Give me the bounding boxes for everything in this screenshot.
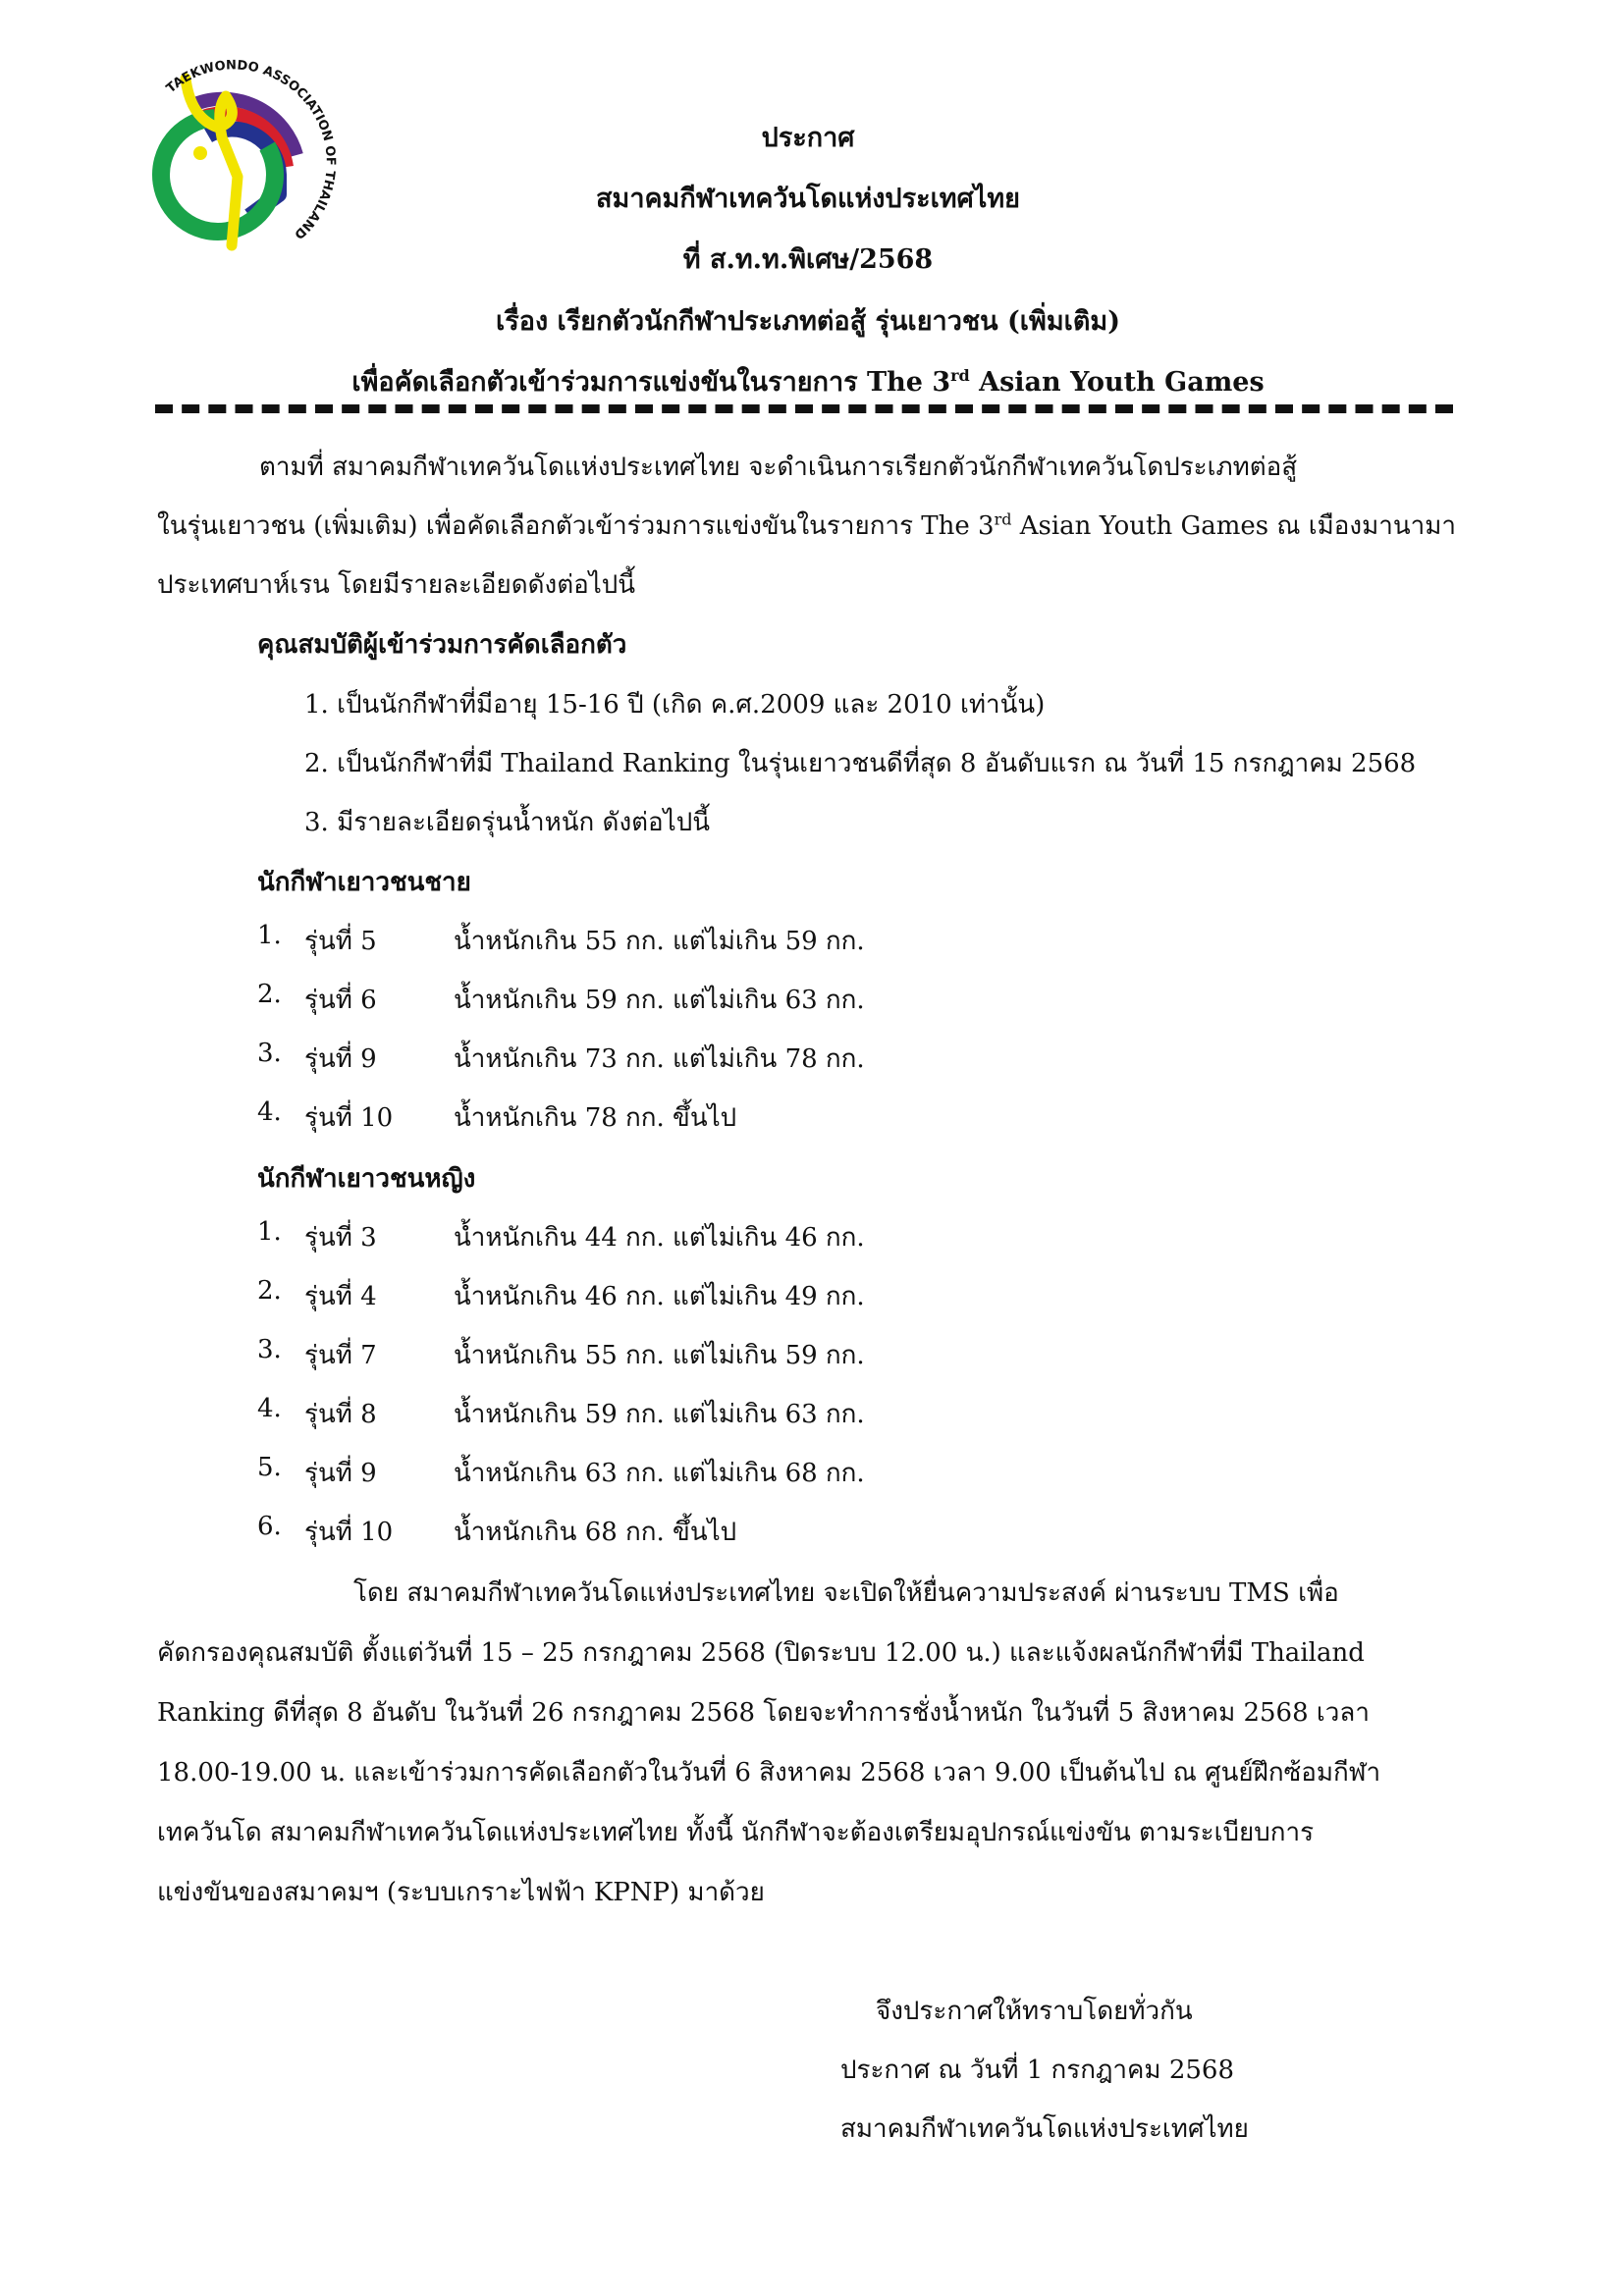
row-weight: น้ำหนักเกิน 73 กก. แต่ไม่เกิน 78 กก. [454,1044,865,1074]
intro-line-2 [157,506,1456,546]
signature-association: สมาคมกีฬาเทควันโดแห่งประเทศไทย [840,2114,1249,2144]
closing-line-6: แข่งขันของสมาคมฯ (ระบบเกราะไฟฟ้า KPNP) มาด้วย [157,1878,765,1907]
qualification-item-1: 1. เป็นนักกีฬาที่มีอายุ 15-16 ปี (เกิด ค.ศ.2009 และ 2010 เท่านั้น) [304,690,1046,720]
row-number: 4. [257,1394,282,1423]
row-number: 4. [257,1097,282,1127]
row-class: รุ่นที่ 3 [304,1223,377,1253]
row-weight: น้ำหนักเกิน 78 กก. ขึ้นไป [454,1103,737,1133]
reference-number: ที่ ส.ท.ท.พิเศษ/2568 [682,244,934,275]
closing-line-5: เทควันโด สมาคมกีฬาเทควันโดแห่งประเทศไทย ทั้งนี้ นักกีฬาจะต้องเตรียมอุปกรณ์แข่งขัน ตามระเบียบการ [157,1818,1315,1847]
row-weight: น้ำหนักเกิน 55 กก. แต่ไม่เกิน 59 กก. [454,1341,865,1370]
purpose-sup: rd [950,366,970,385]
female-heading: นักกีฬาเยาวชนหญิง [257,1164,476,1194]
row-weight: น้ำหนักเกิน 59 กก. แต่ไม่เกิน 63 กก. [454,1400,865,1429]
row-weight: น้ำหนักเกิน 59 กก. แต่ไม่เกิน 63 กก. [454,986,865,1015]
subject-text: เรื่อง เรียกตัวนักกีฬาประเภทต่อสู้ รุ่นเยาวชน (เพิ่มเติม) [496,306,1120,337]
row-class: รุ่นที่ 9 [304,1044,377,1074]
subject-line [0,299,1616,342]
intro-line-2-pre: ในรุ่นเยาวชน (เพิ่มเติม) เพื่อคัดเลือกตัวเข้าร่วมการแข่งขันในรายการ The 3 [157,511,995,541]
closing-line-1: โดย สมาคมกีฬาเทควันโดแห่งประเทศไทย จะเปิดให้ยื่นความประสงค์ ผ่านระบบ TMS เพื่อ [353,1578,1339,1608]
logo-ring-text: TAEKWONDO ASSOCIATION OF THAILAND [163,59,338,242]
row-weight: น้ำหนักเกิน 46 กก. แต่ไม่เกิน 49 กก. [454,1282,865,1311]
row-class: รุ่นที่ 9 [304,1459,377,1488]
row-class: รุ่นที่ 5 [304,927,377,956]
closing-line-4: 18.00-19.00 น. และเข้าร่วมการคัดเลือกตัวในวันที่ 6 สิงหาคม 2568 เวลา 9.00 เป็นต้นไป ณ ศูนย์ฝึกซ้อมกีฬา [157,1758,1381,1788]
row-number: 2. [257,980,282,1009]
purpose-text-post: Asian Youth Games [969,367,1265,398]
row-class: รุ่นที่ 10 [304,1103,394,1133]
signature-date: ประกาศ ณ วันที่ 1 กรกฎาคม 2568 [840,2056,1234,2085]
row-weight: น้ำหนักเกิน 55 กก. แต่ไม่เกิน 59 กก. [454,927,865,956]
row-number: 1. [257,1217,282,1247]
male-heading: นักกีฬาเยาวชนชาย [257,868,471,897]
row-weight: น้ำหนักเกิน 44 กก. แต่ไม่เกิน 46 กก. [454,1223,865,1253]
intro-line-3: ประเทศบาห์เรน โดยมีรายละเอียดดังต่อไปนี้ [157,570,636,600]
purpose-line [0,360,1616,402]
qualifications-heading: คุณสมบัติผู้เข้าร่วมการคัดเลือกตัว [257,630,627,660]
qualification-item-3: 3. มีรายละเอียดรุ่นน้ำหนัก ดังต่อไปนี้ [304,808,710,837]
signature-line-1: จึงประกาศให้ทราบโดยทั่วกัน [876,1997,1193,2026]
dashed-divider [155,404,1453,413]
intro-line-2-post: Asian Youth Games ณ เมืองมานามา [1011,511,1456,541]
row-number: 6. [257,1512,282,1541]
row-class: รุ่นที่ 10 [304,1518,394,1547]
purpose-text-pre: เพื่อคัดเลือกตัวเข้าร่วมการแข่งขันในรายการ The 3 [351,367,951,398]
closing-line-3: Ranking ดีที่สุด 8 อันดับ ในวันที่ 26 กรกฎาคม 2568 โดยจะทำการชั่งน้ำหนัก ในวันที่ 5 สิงหาคม 2568 เวลา [157,1698,1370,1728]
intro-sup: rd [994,509,1012,529]
intro-line-1: ตามที่ สมาคมกีฬาเทควันโดแห่งประเทศไทย จะดำเนินการเรียกตัวนักกีฬาเทควันโดประเภทต่อสู้ [259,453,1298,482]
closing-line-2: คัดกรองคุณสมบัติ ตั้งแต่วันที่ 15 – 25 กรกฎาคม 2568 (ปิดระบบ 12.00 น.) และแจ้งผลนักกีฬาที่มี Thailand [157,1638,1365,1668]
row-number: 3. [257,1335,282,1364]
row-class: รุ่นที่ 6 [304,986,377,1015]
association-name: สมาคมกีฬาเทควันโดแห่งประเทศไทย [596,184,1020,214]
row-number: 1. [257,921,282,950]
association-logo [132,59,338,265]
announcement-title: ประกาศ [761,123,855,153]
row-number: 2. [257,1276,282,1306]
row-number: 5. [257,1453,282,1482]
row-class: รุ่นที่ 8 [304,1400,377,1429]
row-weight: น้ำหนักเกิน 68 กก. ขึ้นไป [454,1518,737,1547]
row-class: รุ่นที่ 7 [304,1341,377,1370]
row-class: รุ่นที่ 4 [304,1282,377,1311]
qualification-item-2: 2. เป็นนักกีฬาที่มี Thailand Ranking ในรุ่นเยาวชนดีที่สุด 8 อันดับแรก ณ วันที่ 15 กรกฎาคม 2568 [304,749,1417,778]
row-number: 3. [257,1039,282,1068]
row-weight: น้ำหนักเกิน 63 กก. แต่ไม่เกิน 68 กก. [454,1459,865,1488]
